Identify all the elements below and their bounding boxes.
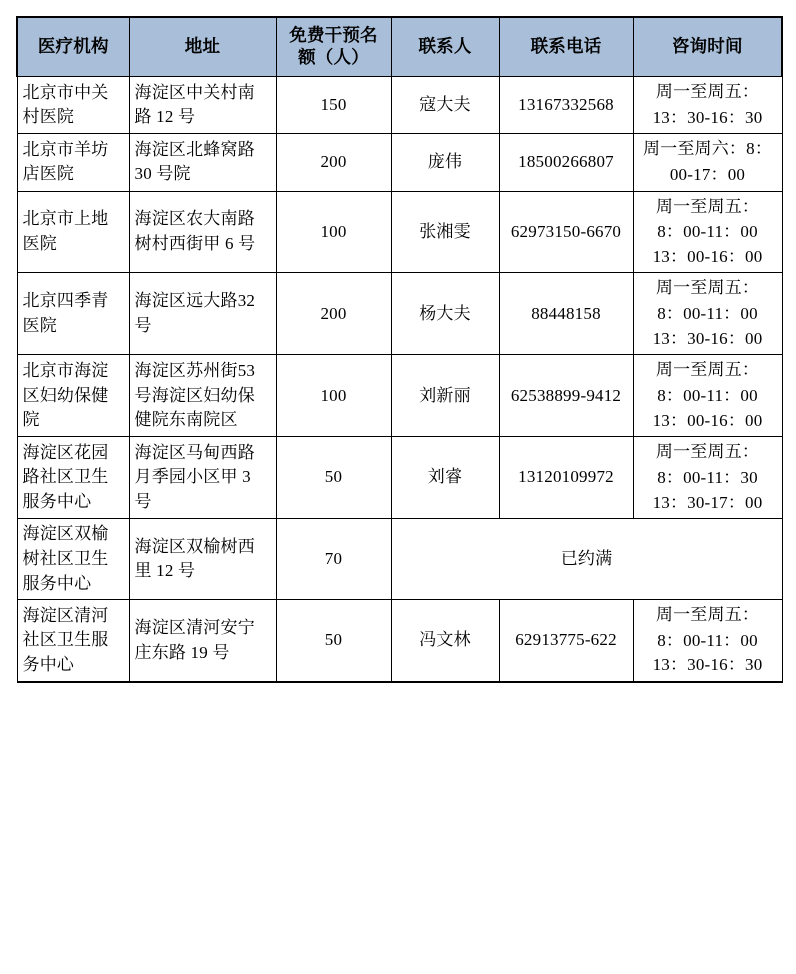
consultation-hours-line: 周一至周五：	[655, 82, 760, 101]
consultation-hours-line: 周一至周五：	[655, 278, 760, 298]
consultation-hours-line: 13：30-16：00	[652, 328, 763, 348]
table-body	[17, 77, 782, 683]
column-header-organization: 医疗机构	[17, 17, 129, 77]
table-row	[17, 273, 782, 355]
table-row	[17, 437, 782, 519]
cell-quota: 50	[276, 437, 391, 519]
header-row	[17, 17, 782, 77]
consultation-hours-line: 8：00-11：00	[657, 630, 758, 650]
consultation-hours-line: 周一至周五：	[655, 360, 760, 380]
column-header-contact: 联系人	[391, 17, 499, 77]
cell-consultation-hours	[633, 437, 782, 519]
table-row	[17, 134, 782, 191]
cell-contact-person: 杨大夫	[391, 273, 499, 355]
consultation-hours-line: 周一至周六：8：	[642, 139, 773, 159]
cell-contact-phone: 62973150-6670	[499, 191, 633, 273]
consultation-hours-block	[639, 80, 777, 130]
consultation-hours-line: 13：30-16：30	[652, 107, 763, 127]
cell-organization: 海淀区清河社区卫生服务中心	[17, 600, 129, 682]
consultation-hours-line: 8：00-11：00	[657, 304, 758, 324]
consultation-hours-line: 13：30-17：00	[652, 492, 763, 512]
column-header-quota-line2: 额（人）	[298, 47, 369, 67]
cell-quota: 200	[276, 134, 391, 191]
cell-contact-phone: 62538899-9412	[499, 355, 633, 437]
free-intervention-quota-table	[16, 16, 783, 683]
cell-contact-person: 刘新丽	[391, 355, 499, 437]
cell-consultation-hours	[633, 191, 782, 273]
cell-address: 海淀区中关村南路 12 号	[129, 77, 276, 134]
cell-address: 海淀区苏州街53号海淀区妇幼保健院东南院区	[129, 355, 276, 437]
cell-contact-person: 庞伟	[391, 134, 499, 191]
cell-consultation-hours	[633, 600, 782, 682]
cell-contact-phone: 88448158	[499, 273, 633, 355]
cell-consultation-hours	[633, 134, 782, 191]
table-row	[17, 77, 782, 134]
consultation-hours-line: 周一至周五：	[655, 196, 760, 216]
consultation-hours-block	[639, 137, 777, 187]
cell-quota: 100	[276, 191, 391, 273]
cell-organization: 海淀区花园路社区卫生服务中心	[17, 437, 129, 519]
cell-quota: 150	[276, 77, 391, 134]
cell-organization: 北京市上地医院	[17, 191, 129, 273]
consultation-hours-line: 8：00-11：00	[657, 386, 758, 406]
column-header-consultation-hours: 咨询时间	[633, 17, 782, 77]
consultation-hours-line: 13：00-16：00	[652, 410, 763, 430]
cell-organization: 北京市海淀区妇幼保健院	[17, 355, 129, 437]
cell-organization: 北京四季青医院	[17, 273, 129, 355]
consultation-hours-line: 周一至周五：	[655, 605, 760, 625]
consultation-hours-line: 周一至周五：	[655, 442, 760, 462]
cell-contact-person: 刘睿	[391, 437, 499, 519]
consultation-hours-line: 13：00-16：00	[652, 246, 763, 266]
cell-contact-phone: 13167332568	[499, 77, 633, 134]
cell-address: 海淀区清河安宁庄东路 19 号	[129, 600, 276, 682]
table-row	[17, 355, 782, 437]
cell-contact-phone: 18500266807	[499, 134, 633, 191]
cell-address: 海淀区马甸西路月季园小区甲 3 号	[129, 437, 276, 519]
consultation-hours-block	[639, 358, 777, 433]
cell-consultation-hours	[633, 355, 782, 437]
cell-contact-phone: 62913775-622	[499, 600, 633, 682]
cell-address: 海淀区双榆树西里 12 号	[129, 519, 276, 600]
table-row	[17, 191, 782, 273]
cell-consultation-hours	[633, 273, 782, 355]
table-row	[17, 600, 782, 682]
column-header-address: 地址	[129, 17, 276, 77]
cell-address: 海淀区农大南路树村西街甲 6 号	[129, 191, 276, 273]
table-header	[17, 17, 782, 77]
cell-organization: 北京市中关村医院	[17, 77, 129, 134]
consultation-hours-block	[639, 276, 777, 351]
cell-organization: 北京市羊坊店医院	[17, 134, 129, 191]
consultation-hours-line: 13：30-16：30	[652, 655, 763, 675]
consultation-hours-block	[639, 603, 777, 678]
cell-consultation-hours	[633, 77, 782, 134]
cell-contact-person: 寇大夫	[391, 77, 499, 134]
consultation-hours-block	[639, 440, 777, 515]
cell-quota: 100	[276, 355, 391, 437]
cell-contact-person: 冯文林	[391, 600, 499, 682]
consultation-hours-line: 8：00-11：30	[657, 467, 758, 487]
consultation-hours-line: 8：00-11：00	[657, 222, 758, 242]
cell-quota: 50	[276, 600, 391, 682]
table-row	[17, 519, 782, 600]
cell-organization: 海淀区双榆树社区卫生服务中心	[17, 519, 129, 600]
consultation-hours-line: 00-17：00	[669, 164, 746, 184]
cell-address: 海淀区远大路32号	[129, 273, 276, 355]
cell-contact-person: 张湘雯	[391, 191, 499, 273]
cell-quota: 200	[276, 273, 391, 355]
cell-address: 海淀区北蜂窝路 30 号院	[129, 134, 276, 191]
consultation-hours-block	[639, 195, 777, 270]
cell-quota: 70	[276, 519, 391, 600]
cell-contact-phone: 13120109972	[499, 437, 633, 519]
column-header-phone: 联系电话	[499, 17, 633, 77]
cell-fully-booked-notice: 已约满	[391, 519, 782, 600]
column-header-quota-line1: 免费干预名	[289, 25, 378, 46]
column-header-quota	[276, 17, 391, 77]
